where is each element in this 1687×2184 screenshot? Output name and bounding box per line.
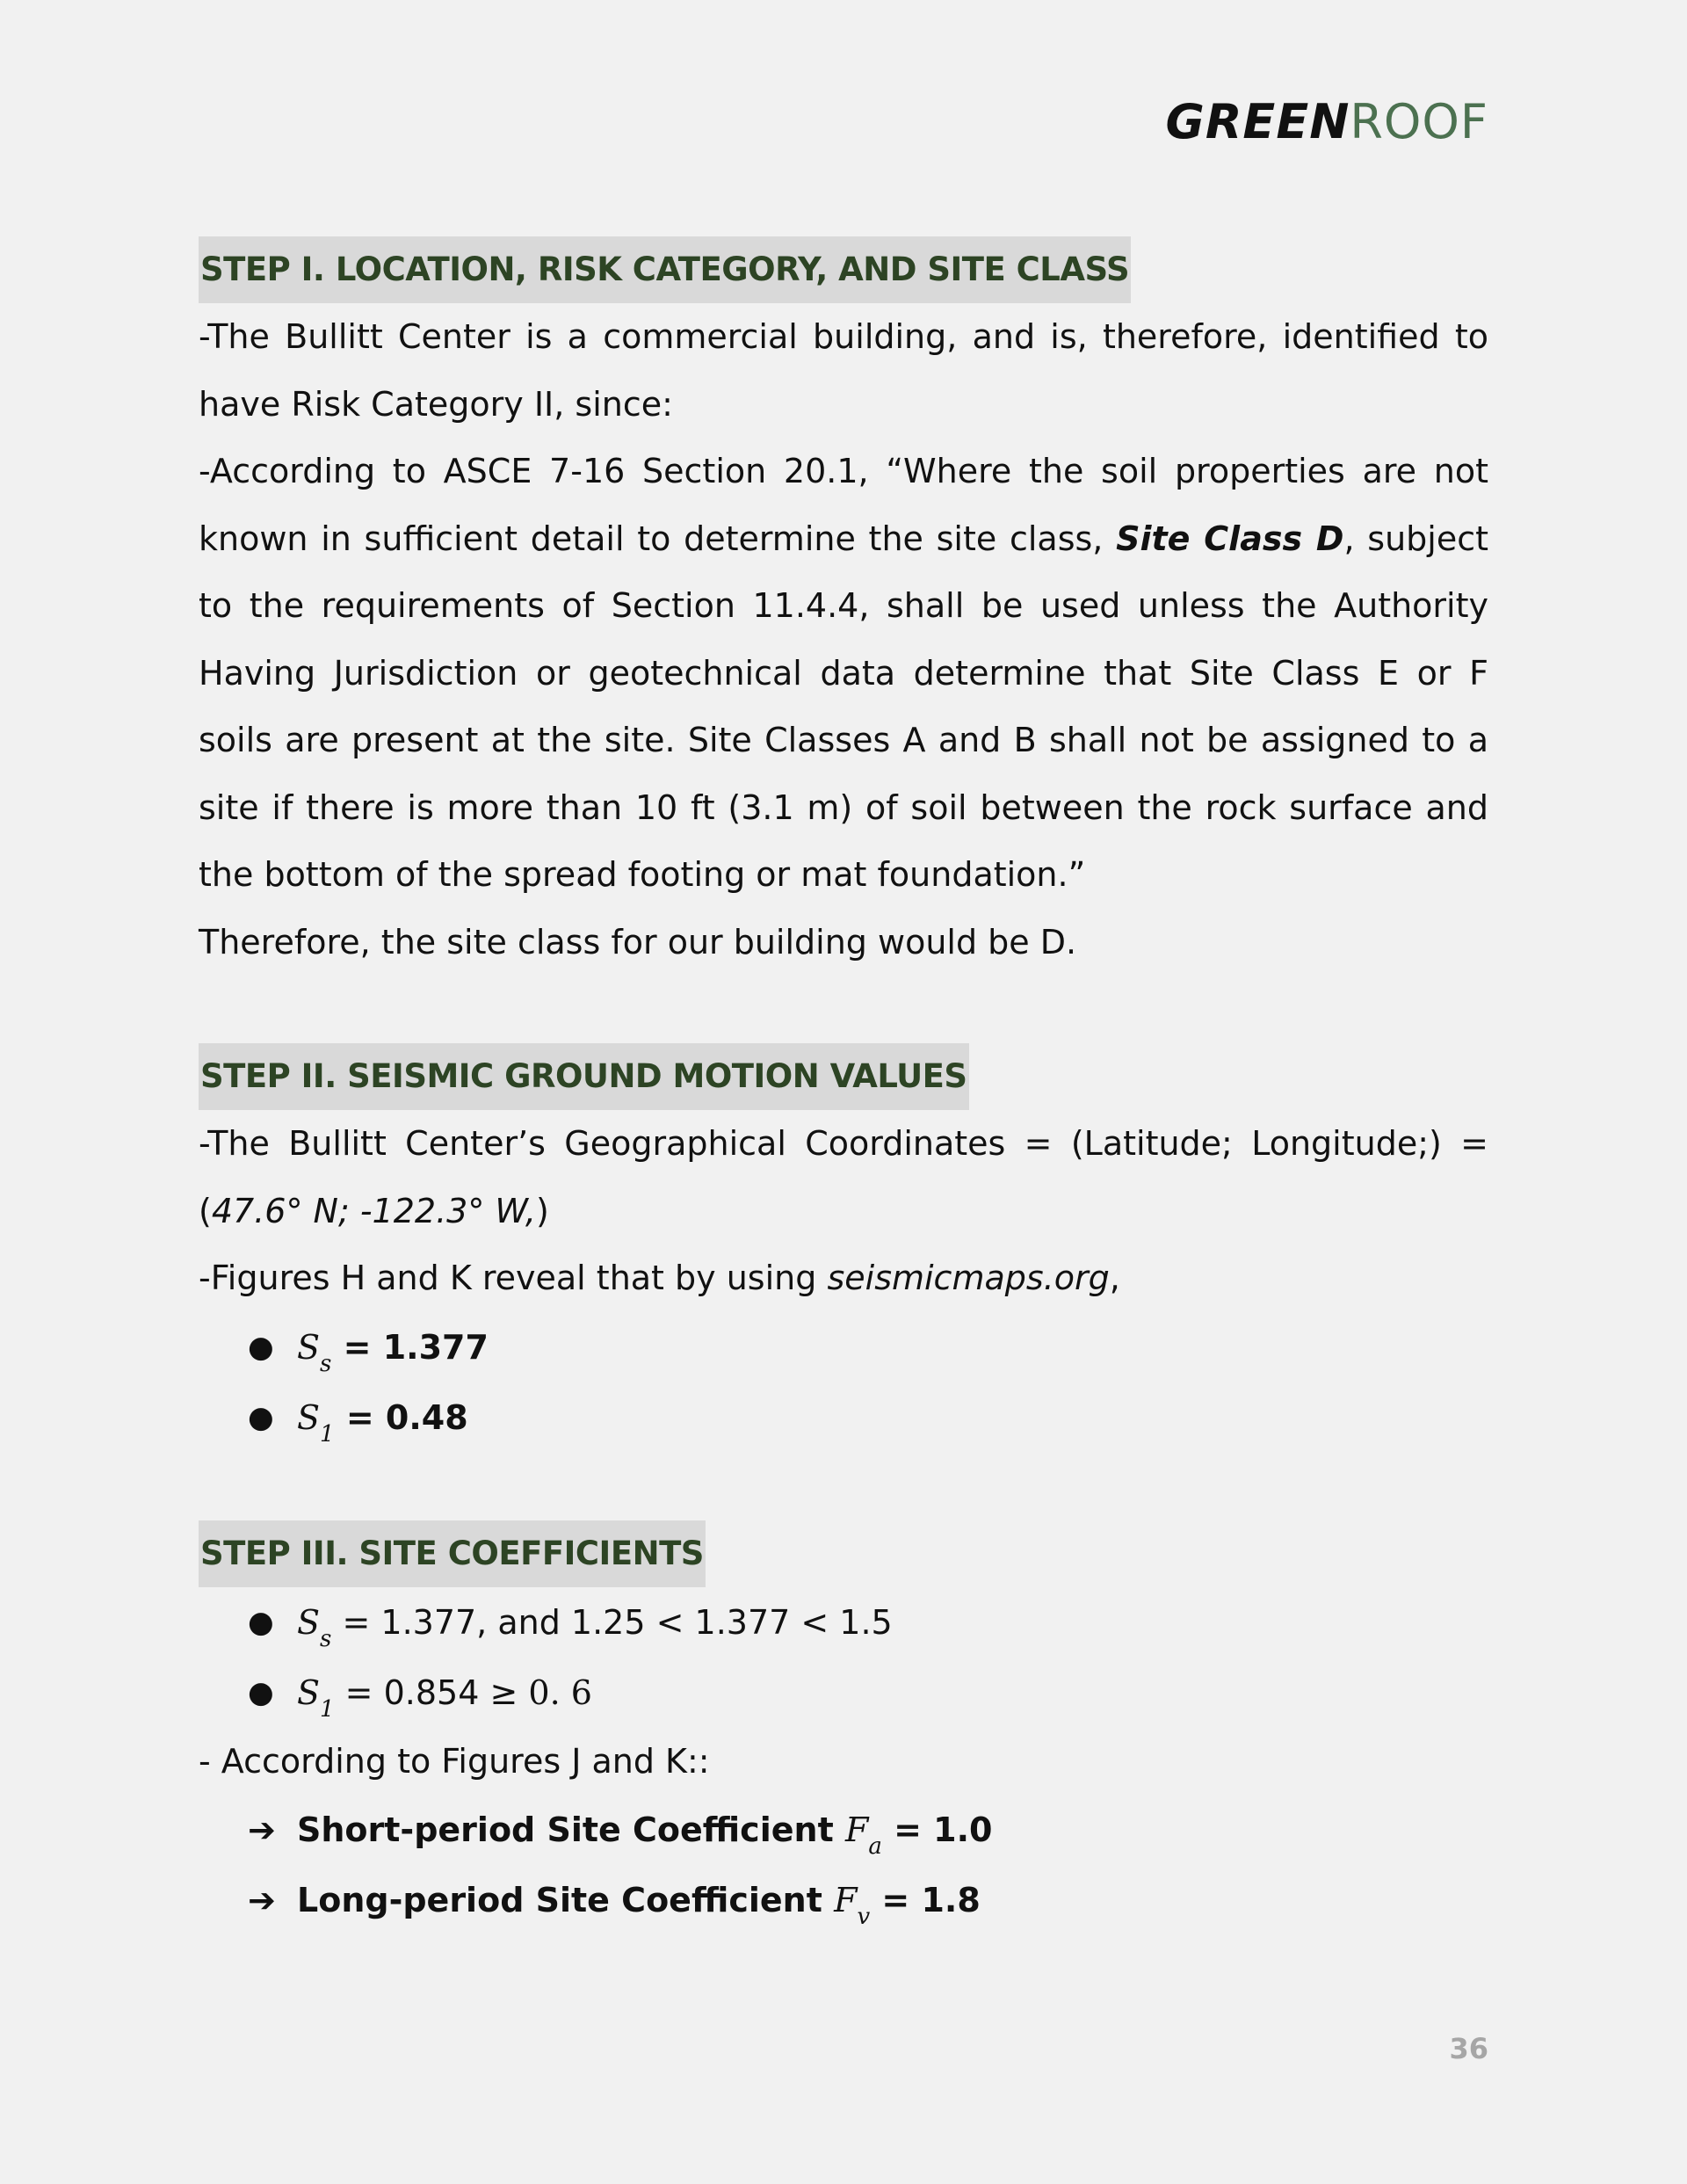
bullet-dot-icon: ●	[248, 1399, 274, 1435]
coords-value: 47.6° N; -122.3° W,	[211, 1191, 536, 1230]
list-item-s1	[248, 1382, 1488, 1453]
step2-figures-note	[199, 1244, 1488, 1312]
step3-heading: STEP III. SITE COEFFICIENTS	[199, 1520, 706, 1587]
right-arrow-icon: ➔	[248, 1810, 276, 1849]
ss-check-text: = 1.377, and 1.25 < 1.377 < 1.5	[331, 1602, 893, 1642]
var-fv: $F_v$	[834, 1881, 871, 1930]
brand-logo	[1165, 94, 1488, 149]
fa-value: = 1.0	[881, 1810, 993, 1849]
step3-section	[199, 1520, 1488, 1936]
page-content	[199, 236, 1488, 1935]
figures-note-text: -Figures H and K reveal that by using	[199, 1259, 828, 1297]
step1-section	[199, 236, 1488, 976]
s1-check-text: = 0.854 ≥	[334, 1672, 529, 1712]
step2-coordinates	[199, 1110, 1488, 1244]
coords-label: -The Bullitt Center’s Geographical Coordinates = (Latitude; Longitude;) = (	[199, 1124, 1488, 1230]
step2-heading: STEP II. SEISMIC GROUND MOTION VALUES	[199, 1043, 969, 1110]
figures-note-end: ,	[1109, 1259, 1120, 1297]
var-s1: $S_1$	[297, 1672, 335, 1723]
step1-paragraph-risk: -The Bullitt Center is a commercial building, and is, therefore, identified to have Risk Category II, since:	[199, 317, 1488, 424]
var-ss: $S_s$	[297, 1602, 332, 1652]
site-class-d-emphasis: Site Class D	[1116, 519, 1344, 558]
var-ss: $S_s$	[297, 1327, 332, 1377]
ss-value: = 1.377	[331, 1327, 489, 1367]
list-item-s1-check	[248, 1658, 1488, 1728]
seismicmaps-site: seismicmaps.org	[827, 1259, 1110, 1297]
page-number: 36	[1449, 2032, 1488, 2065]
asce-quote-start: -According to ASCE 7-16 Section 20.1, “Where the soil properties are not known in sufficient detail to determine the site class,	[199, 452, 1488, 558]
step2-section	[199, 1042, 1488, 1453]
fa-label: Short-period Site Coefficient	[297, 1810, 845, 1849]
list-item-fv	[248, 1865, 1488, 1935]
step1-conclusion: Therefore, the site class for our building would be D.	[199, 922, 1077, 961]
fv-label: Long-period Site Coefficient	[297, 1881, 835, 1919]
asce-quote-end: , subject to the requirements of Section 11.4.4, shall be used unless the Authority Having Jurisdiction or geotechnical data determine that Site Class E or F soils are present at the site. Site Classes A and B shall not be assigned to a site if there is more than 10 ft (3.1 m) of soil between the rock surface and the bottom of the spread footing or mat foundation.”	[199, 519, 1489, 894]
logo-bold-text: GREEN	[1165, 94, 1350, 149]
s1-threshold: 0. 6	[528, 1672, 592, 1712]
list-item-fa	[248, 1795, 1488, 1865]
bullet-dot-icon: ●	[248, 1329, 274, 1365]
step3-checks-list	[199, 1587, 1488, 1728]
fv-value: = 1.8	[870, 1881, 981, 1919]
right-arrow-icon: ➔	[248, 1881, 276, 1919]
var-fa: $F_a$	[844, 1810, 882, 1860]
bullet-dot-icon: ●	[248, 1674, 274, 1710]
s1-value: = 0.48	[334, 1397, 468, 1437]
coords-close: )	[535, 1191, 549, 1230]
step1-heading: STEP I. LOCATION, RISK CATEGORY, AND SITE CLASS	[199, 236, 1131, 303]
step3-coefficients-list	[199, 1795, 1488, 1935]
logo-light-text: ROOF	[1350, 94, 1488, 149]
step2-values-list	[199, 1312, 1488, 1453]
list-item-ss-check	[248, 1587, 1488, 1658]
step3-according: - According to Figures J and K::	[199, 1741, 710, 1781]
list-item-ss	[248, 1312, 1488, 1382]
bullet-dot-icon: ●	[248, 1604, 274, 1640]
step1-paragraph-asce	[199, 438, 1488, 909]
var-s1: $S_1$	[297, 1397, 335, 1448]
